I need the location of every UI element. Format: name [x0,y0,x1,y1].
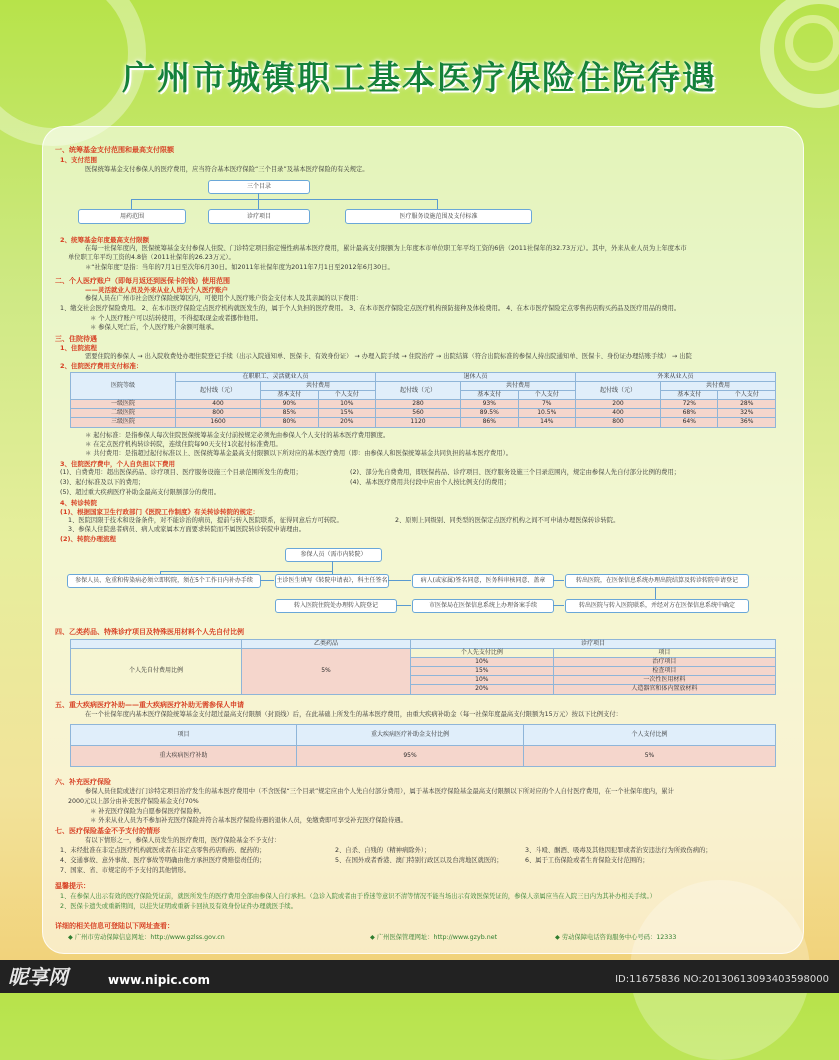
s3-t1: 1、医院因限于技术和设备条件，对不能诊治的病员，提前与转入医院联系，征得同意后方可转院。 [68,517,343,524]
cell: 80% [261,418,318,427]
drug-rate: 5% [242,649,411,694]
s6-p4: ＊ 外来从业人员为不参加补充医疗保险并符合基本医疗保险待遇的退休人员，免缴费即可享受补充医疗保险待遇。 [90,817,407,824]
flow-step-contact: 转出医院与转入医院联系，并经对方在医保信息系统中确定 [565,599,749,613]
section-5-heading: 五、重大疾病医疗补助——重大疾病医疗补助无需参保人申请 [55,701,244,709]
cell: 64% [661,418,718,427]
link-gzyb[interactable]: ◆ 广州医保管理网址：http://www.gzyb.net [370,934,498,941]
cell: 20% [318,418,375,427]
th-item: 项目 [71,725,297,746]
s2-p2: 1、缴交社会医疗保险费用。 2、在本市医疗保险定点医疗机构就医发生的，属于个人负担的医疗费用。 3、在本市医疗保险定点医疗机构预防接种及体检费用。 4、在本市医疗保险定点零售药店购买药品及医疗用品的费用。 [60,305,681,312]
section-7-heading: 七、医疗保险基金不予支付的情形 [55,827,160,835]
flow-connector [332,561,333,571]
cell: 400 [176,400,261,409]
cell: 7% [518,400,575,409]
s7-l1: 1、未经批准在非定点医疗机构就医或者在非定点零售药店购药、配药的； [60,847,266,854]
s3-sub2: 2、住院医疗费用支付标准： [60,362,143,370]
s6-p2: 2000元以上部分由补充医疗保险基金支付70% [68,798,199,805]
cell: 28% [718,400,776,409]
th-rate: 个人先支付比例 [411,649,554,658]
flow-step-admit: 转入医院住院处办理转入院登记 [275,599,397,613]
s3-l2: (3)、起付标准及以下的费用； [60,479,145,486]
s3-note2: ＊ 在定点医疗机构转诊转院，连续住院每90天支付1次起付标准费用。 [85,441,282,448]
cell: 15% [411,667,554,676]
cell: 10% [411,658,554,667]
s3-r2: (4)、基本医疗费用共付段中应由个人按比例支付的费用； [350,479,511,486]
cell: 72% [661,400,718,409]
cell: 85% [261,409,318,418]
s7-l3: 7、国家、省、市规定的不予支付的其他情形。 [60,867,190,874]
th-self: 个人支付 [318,391,375,400]
cell: 32% [718,409,776,418]
flow-connector [396,605,411,606]
flow-step-discharge: 转出医院，在医保信息系统办理出院结算及转诊转院申请登记 [565,574,749,588]
watermark-id: ID:11675836 NO:20130613093403598000 [615,974,829,985]
watermark-url: www.nipic.com [108,973,210,987]
flow-step-consent: 病人(或家属)签名同意，医务科审核同意、盖章 [412,574,554,588]
s7-r1: 3、斗殴、酗酒、吸毒及其他因犯罪或者治安违法行为所致伤病的； [525,847,712,854]
s5-p: 在一个社保年度内基本医疗保险统筹基金支付超过最高支付限额（封顶线）后，在此基础上所发生的基本医疗费用，由重大疾病补助金（每一社保年度最高支付限额为15万元）按以下比例支付： [85,711,622,718]
s3-l3: (5)、超过重大疾病医疗补助金最高支付限额部分的费用。 [60,489,221,496]
th-self: 个人支付 [518,391,575,400]
table-row [71,746,776,767]
cell: 14% [518,418,575,427]
s3-sub4a: (1)、根据国家卫生行政部门《医院工作制度》有关转诊转院的规定： [60,508,259,516]
s3-r1: (2)、部分先自费费用，即医保药品、诊疗项目、医疗服务设施三个目录范围内，规定由参保人先自付部分比例的费用； [350,469,681,476]
tree-line [131,199,132,209]
th-treatment: 诊疗项目 [411,640,776,649]
tip-1: 1、在参保人出示有效的医疗保险凭证前，就医所发生的医疗费用全部由参保人自行承担。（急诊入院或者由于昏迷等意识不清等情况不能当场出示有效医保凭证的，参保人亲属应当在入院三日内为其补办相关手续。） [60,893,656,900]
s1-p2c: ＊“社保年度”是指：当年的7月1日至次年6月30日。如2011年社保年度为2011年7月1日至2012年6月30日。 [85,264,394,271]
flow-step-record: 市医保局在医保信息系统上办理备案手续 [412,599,554,613]
th-start: 起付线（元） [176,382,261,400]
cell: 200 [575,400,660,409]
cell: 15% [318,409,375,418]
cell: 检查项目 [553,667,775,676]
s2-p1: 参保人员在广州市社会医疗保险统筹区内，可使用个人医疗账户资金支付本人及其亲属的以下费用： [85,295,363,302]
link-gzlss[interactable]: ◆ 广州市劳动保障信息网址：http://www.gzlss.gov.cn [68,934,225,941]
th-group-employed: 在职职工、灵活就业人员 [176,373,376,382]
s2-p3: ＊ 个人医疗账户可以结转使用，不得提取现金或者挪作他用。 [90,315,263,322]
cell: 三级医院 [71,418,176,427]
s6-p1: 参保人员住院或进行门诊特定项目治疗发生的基本医疗费用中（不含医保“三个目录”规定应由个人先自付部分费用），属于基本医疗保险基金最高支付限额以下所对应的个人自付医疗费用，在一个社保年度内，累计 [85,788,674,795]
table-row [71,409,776,418]
th-start: 起付线（元） [575,382,660,400]
cell: 20% [411,685,554,694]
th-self: 个人支付 [718,391,776,400]
cell: 93% [461,400,518,409]
cell: 800 [575,418,660,427]
s3-note3: ＊ 共付费用：是指超过起付标准以上、医保统筹基金最高支付限额以下所对应的基本医疗费用（即：由参保人和医保统筹基金共同负担的基本医疗费用）。 [85,450,513,457]
th-group-migrant: 外来从业人员 [575,373,775,382]
cell: 5% [524,746,776,767]
table-row [71,400,776,409]
s1-p2b: 单位职工年平均工资的4.8倍（2011社保年的26.23万元）。 [68,254,235,261]
s3-t2: 3、参保人住院患者病员、病人或家属本方面要求转院而不属医院转诊转院申请理由。 [68,526,305,533]
section-4-heading: 四、乙类药品、特殊诊疗项目及特殊医用材料个人先自付比例 [55,628,244,636]
th-fund-rate: 重大疾病医疗补助金支付比例 [297,725,524,746]
section-1-heading: 一、统筹基金支付范围和最高支付限额 [55,146,174,154]
th-fund: 基本支付 [461,391,518,400]
s3-process: 需要住院的参保人 → 出入院收费处办理住院登记手续（出示入院通知单、医保卡、有效身份证） → 办理入院手续 → 住院治疗 → 出院结算（符合出院标准的参保人持出院通知单、医保卡、身份证办理结账手续） → 出院 [85,353,692,360]
s3-l1: (1)、自费费用：超出医保药品、诊疗项目、医疗服务设施三个目录范围所发生的费用； [60,469,302,476]
th-group-retired: 退休人员 [375,373,575,382]
cell: 10.5% [518,409,575,418]
page-title: 广州市城镇职工基本医疗保险住院待遇 [122,58,717,97]
tree-line [258,199,259,209]
cell: 治疗项目 [553,658,775,667]
s3-note1: ＊ 起付标准：是指参保人每次住院医保统筹基金支付前按规定必须先由参保人个人支付的基本医疗费用额度。 [85,432,390,439]
th-start: 起付线（元） [375,382,460,400]
section-2-heading: 二、个人医疗账户（即每月返还到医保卡的钱）使用范围 [55,277,230,285]
cell: 560 [375,409,460,418]
s1-p1: 医保统筹基金支付参保人的医疗费用，应当符合基本医疗保险“三个目录”及基本医疗保险的有关规定。 [85,166,369,173]
s3-sub1: 1、住院流程 [60,344,98,352]
cell: 800 [176,409,261,418]
flow-connector [160,571,333,572]
tree-line [131,199,437,200]
cell: 一次性医用材料 [553,676,775,685]
tree-line [437,199,438,209]
self-pay-ratio-table [70,639,776,695]
cell [71,640,242,649]
cell: 二级医院 [71,409,176,418]
major-illness-table [70,724,776,767]
s2-sub: ——灵活就业人员及外来从业人员无个人医疗账户 [85,286,228,294]
section-3-heading: 三、住院待遇 [55,335,97,343]
s1-p2a: 在每一社保年度内，医保统筹基金支付参保人住院、门诊特定项目指定慢性病基本医疗费用，累计最高支付限额为上年度本市单位职工年平均工资的6倍（2011社保年的32.73万元）。其中，外来从业人员为上年度本市 [85,245,687,252]
cell: 重大疾病医疗补助 [71,746,297,767]
s3-sub3: 3、住院医疗费中，个人自负担以下费用 [60,460,176,468]
s3-sub4b: (2)、转院办理流程 [60,535,116,543]
cell: 10% [411,676,554,685]
watermark-bar [0,960,839,993]
th-class-b-drugs: 乙类药品 [242,640,411,649]
s7-l2: 4、交通事故、意外事故、医疗事故等明确由他方承担医疗费赔偿责任的； [60,857,266,864]
flow-connector [553,580,564,581]
tips-heading: 温馨提示： [55,882,90,890]
hotline-text: ◆ 劳动保障电话咨询服务中心号码：12333 [555,934,677,941]
info-heading: 详细的相关信息可登陆以下网址查看： [55,922,174,930]
flow-step-start: 参保人员（需市内转院） [285,548,382,562]
cell: 86% [461,418,518,427]
th-self-rate: 个人支付比例 [524,725,776,746]
cell: 36% [718,418,776,427]
s1-sub2: 2、统筹基金年度最高支付限额 [60,236,150,244]
s1-sub1: 1、支付范围 [60,156,98,164]
flow-connector [388,580,411,581]
s7-r2: 6、属于工伤保险或者生育保险支付范围的； [525,857,649,864]
cell: 400 [575,409,660,418]
flow-connector [655,587,656,599]
tip-2: 2、医保卡遗失或重新期间，以挂失证明或重新卡回执及有效身份证件办理就医手续。 [60,903,297,910]
s3-sub4: 4、转诊转院 [60,499,98,507]
s2-p4: ＊ 参保人死亡后，个人医疗账户余额可继承。 [90,324,218,331]
th-fund: 基本支付 [661,391,718,400]
flow-connector [260,580,274,581]
th-share: 共付费用 [461,382,576,391]
flow-step-emergency: 参保人员、危重和传染病必须立即转院，须在5个工作日内补办手续 [67,574,261,588]
watermark-logo: 昵享网 [8,965,68,989]
row-label: 个人先自付费用比例 [71,649,242,694]
th-share: 共付费用 [661,382,776,391]
th-level: 医院等级 [71,373,176,400]
th-share: 共付费用 [261,382,376,391]
cell: 1600 [176,418,261,427]
cell: 人造器官和体内置放材料 [553,685,775,694]
table-row [71,418,776,427]
s7-m2: 5、在国外或者香港、澳门特别行政区以及台湾地区就医的； [335,857,503,864]
s6-p3: ＊ 补充医疗保险为自愿参保医疗保险种。 [90,808,206,815]
tree-service-facilities: 医疗服务设施范围及支付标准 [345,209,532,224]
cell: 89.5% [461,409,518,418]
cell: 68% [661,409,718,418]
cell: 1120 [375,418,460,427]
th-fund: 基本支付 [261,391,318,400]
tree-treatment-items: 诊疗项目 [208,209,310,224]
s3-t1b: 2、原则上同级别、同类型的医保定点医疗机构之间不可申请办理医保转诊转院。 [395,517,620,524]
flow-step-doctor: 主诊医生填写《转院申请表》，科主任签名 [275,574,389,588]
cell: 280 [375,400,460,409]
cell: 90% [261,400,318,409]
flow-connector [553,605,564,606]
tree-drug-scope: 用药范围 [78,209,186,224]
cell: 10% [318,400,375,409]
s7-m1: 2、自杀、自残的（精神病除外）； [335,847,431,854]
th-item: 项目 [553,649,775,658]
tree-three-catalogs: 三个目录 [208,180,310,194]
hospital-payment-table [70,372,776,428]
cell: 95% [297,746,524,767]
section-6-heading: 六、补充医疗保险 [55,778,111,786]
s7-p: 有以下情形之一，参保人员发生的医疗费用，医疗保险基金不予支付： [85,837,281,844]
cell: 一级医院 [71,400,176,409]
